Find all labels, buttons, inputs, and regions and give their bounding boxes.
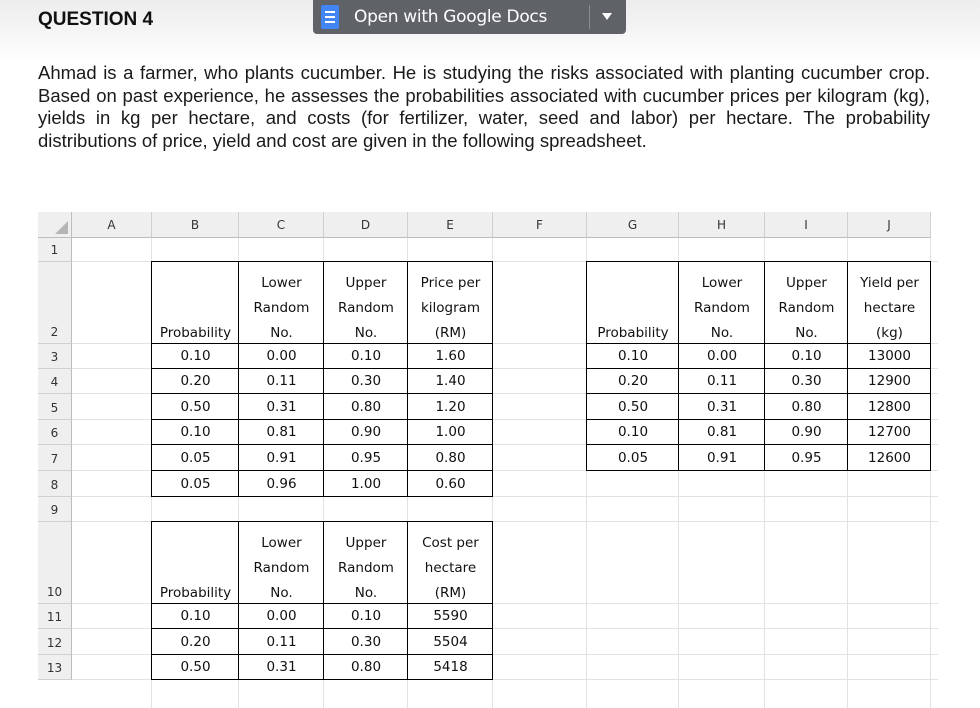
row-header-1: 1 [38,238,72,262]
price-table-cell: 0.10 [180,424,211,440]
price-table-cell: 0.05 [180,476,211,492]
price-table-header-text: Probability [159,325,232,341]
button-divider [589,5,590,29]
price-table-cell: 0.80 [435,450,466,466]
yield-table-header-text: No. [710,325,734,341]
cost-table-header-text: No. [354,585,378,601]
yield-table-cell: 0.31 [706,399,738,415]
price-table-border-h [151,261,493,262]
yield-table-header-text: Random [778,300,835,316]
yield-table-cell: 0.10 [617,348,649,364]
price-table-cell: 1.00 [435,424,466,440]
price-table-header-text: Lower [261,275,302,291]
google-docs-icon [321,5,339,29]
column-header-f: F [493,212,587,238]
column-header-b: B [152,212,239,238]
column-header-a: A [72,212,152,238]
price-table-cell: 0.80 [350,399,382,415]
yield-table-cell: 0.80 [791,399,822,415]
column-header-g: G [587,212,679,238]
yield-table-cell: 0.00 [706,348,738,364]
yield-table-cell: 12700 [868,424,911,440]
price-table-cell: 0.20 [180,373,211,389]
row-header-12: 12 [38,629,72,655]
price-table-header-text: Price per [420,275,481,291]
price-table-cell: 1.00 [350,476,382,492]
row-header-10: 10 [38,522,72,604]
cost-table-cell: 5590 [433,608,468,624]
row-header-6: 6 [38,420,72,445]
price-table-cell: 0.60 [435,476,466,492]
yield-table-cell: 12900 [868,373,911,389]
yield-table-cell: 0.20 [617,373,649,389]
row-header-8: 8 [38,471,72,497]
price-table-cell: 0.10 [180,348,211,364]
row-header-5: 5 [38,394,72,420]
yield-table-cell: 13000 [868,348,911,364]
yield-table-header-text: Probability [597,325,669,341]
yield-table-cell: 0.10 [617,424,649,440]
yield-table-header-text: Yield per [860,275,919,291]
cost-table-cell: 0.30 [350,634,382,650]
yield-table-border-h [586,261,931,262]
spreadsheet-image [38,212,938,708]
cost-table-cell: 0.50 [180,659,211,675]
yield-table-cell: 0.91 [706,450,738,466]
column-header-h: H [679,212,765,238]
open-with-google-docs-button[interactable] [313,0,626,34]
price-table-cell: 0.95 [350,450,382,466]
price-table-cell: 0.00 [266,348,297,364]
cost-table-header-text: Upper [345,535,387,551]
yield-table-cell: 0.81 [706,424,738,440]
column-header-j: J [848,212,931,238]
row-header-9: 9 [38,497,72,522]
price-table-header-text: Random [253,300,310,316]
row-header-3: 3 [38,344,72,369]
cost-table-cell: 0.80 [350,659,382,675]
row-header-4: 4 [38,369,72,394]
price-table-header-text: (RM) [434,325,467,341]
column-header-e: E [408,212,493,238]
price-table-cell: 0.96 [266,476,297,492]
cost-table-cell: 5504 [433,634,468,650]
yield-table-cell: 0.10 [791,348,822,364]
price-table-cell: 0.81 [266,424,297,440]
cost-table-header-text [152,556,239,581]
yield-table-cell: 0.05 [617,450,649,466]
row-header-2: 2 [38,262,72,344]
cost-table-cell: 0.10 [180,608,211,624]
price-table-header-text: Random [338,300,394,316]
yield-table-cell: 12600 [868,450,911,466]
cost-table-cell: 0.00 [266,608,297,624]
column-header-i: I [765,212,848,238]
cost-table-header-text: No. [270,585,293,601]
yield-table-cell: 0.11 [706,373,738,389]
yield-table-header-text: (kg) [876,325,903,341]
price-table-header-text: Upper [345,275,387,291]
row-header-7: 7 [38,445,72,471]
column-header-c: C [239,212,324,238]
price-table-cell: 0.50 [180,399,211,415]
price-table-cell: 0.30 [350,373,382,389]
cost-table-cell: 5418 [433,659,468,675]
cost-table-cell: 0.10 [350,608,382,624]
price-table-cell: 0.10 [350,348,382,364]
yield-table-cell: 0.30 [791,373,822,389]
cost-table-cell: 0.20 [180,634,211,650]
price-table-cell: 1.20 [435,399,466,415]
cost-table-header-text: Cost per [422,535,479,551]
yield-table-header-text: Lower [701,275,743,291]
yield-table-cell: 12800 [868,399,911,415]
price-table-cell: 1.40 [435,373,466,389]
cost-table-cell: 0.31 [266,659,297,675]
yield-table-cell: 0.90 [791,424,822,440]
column-header-d: D [324,212,408,238]
yield-table-header-text: Random [694,300,750,316]
select-all-corner [38,212,72,238]
yield-table-header-text [587,296,679,321]
cost-table-header-text: Random [338,560,394,576]
cost-table-header-text: Random [253,560,310,576]
price-table-header-text [152,296,239,321]
price-table-cell: 0.31 [266,399,297,415]
price-table-header-text: No. [354,325,378,341]
cost-table-header-text: Probability [159,585,232,601]
cost-table-header-text: (RM) [434,585,467,601]
price-table-cell: 0.90 [350,424,382,440]
dropdown-caret-icon[interactable] [602,13,612,20]
question-paragraph: Ahmad is a farmer, who plants cucumber. He is studying the risks associated with planting cucumber crop. Based on past experience, he assesses the probabilities associated with cucumber prices per kilogram (kg), yields in kg per hectare, and costs (for fertilizer, water, seed and labor) per hectare. The probability distributions of price, yield and cost are given in the following spreadsheet. [38,62,930,151]
price-table-cell: 0.05 [180,450,211,466]
yield-table-header-text: No. [795,325,818,341]
cost-table-header-text: Lower [261,535,302,551]
price-table-cell: 0.11 [266,373,297,389]
yield-table-header-text: hectare [863,300,916,316]
price-table-cell: 0.91 [266,450,297,466]
yield-table-header-text: Upper [786,275,827,291]
row-header-13: 13 [38,655,72,680]
cost-table-cell: 0.11 [266,634,297,650]
cost-table-border-h [151,521,493,522]
price-table-header-text: kilogram [420,300,481,316]
yield-table-cell: 0.50 [617,399,649,415]
cost-table-header-text: hectare [424,560,477,576]
question-title: QUESTION 4 [38,9,154,30]
row-header-11: 11 [38,604,72,629]
open-button-label: Open with Google Docs [354,7,548,27]
price-table-cell: 1.60 [435,348,466,364]
yield-table-cell: 0.95 [791,450,822,466]
price-table-header-text: No. [270,325,293,341]
